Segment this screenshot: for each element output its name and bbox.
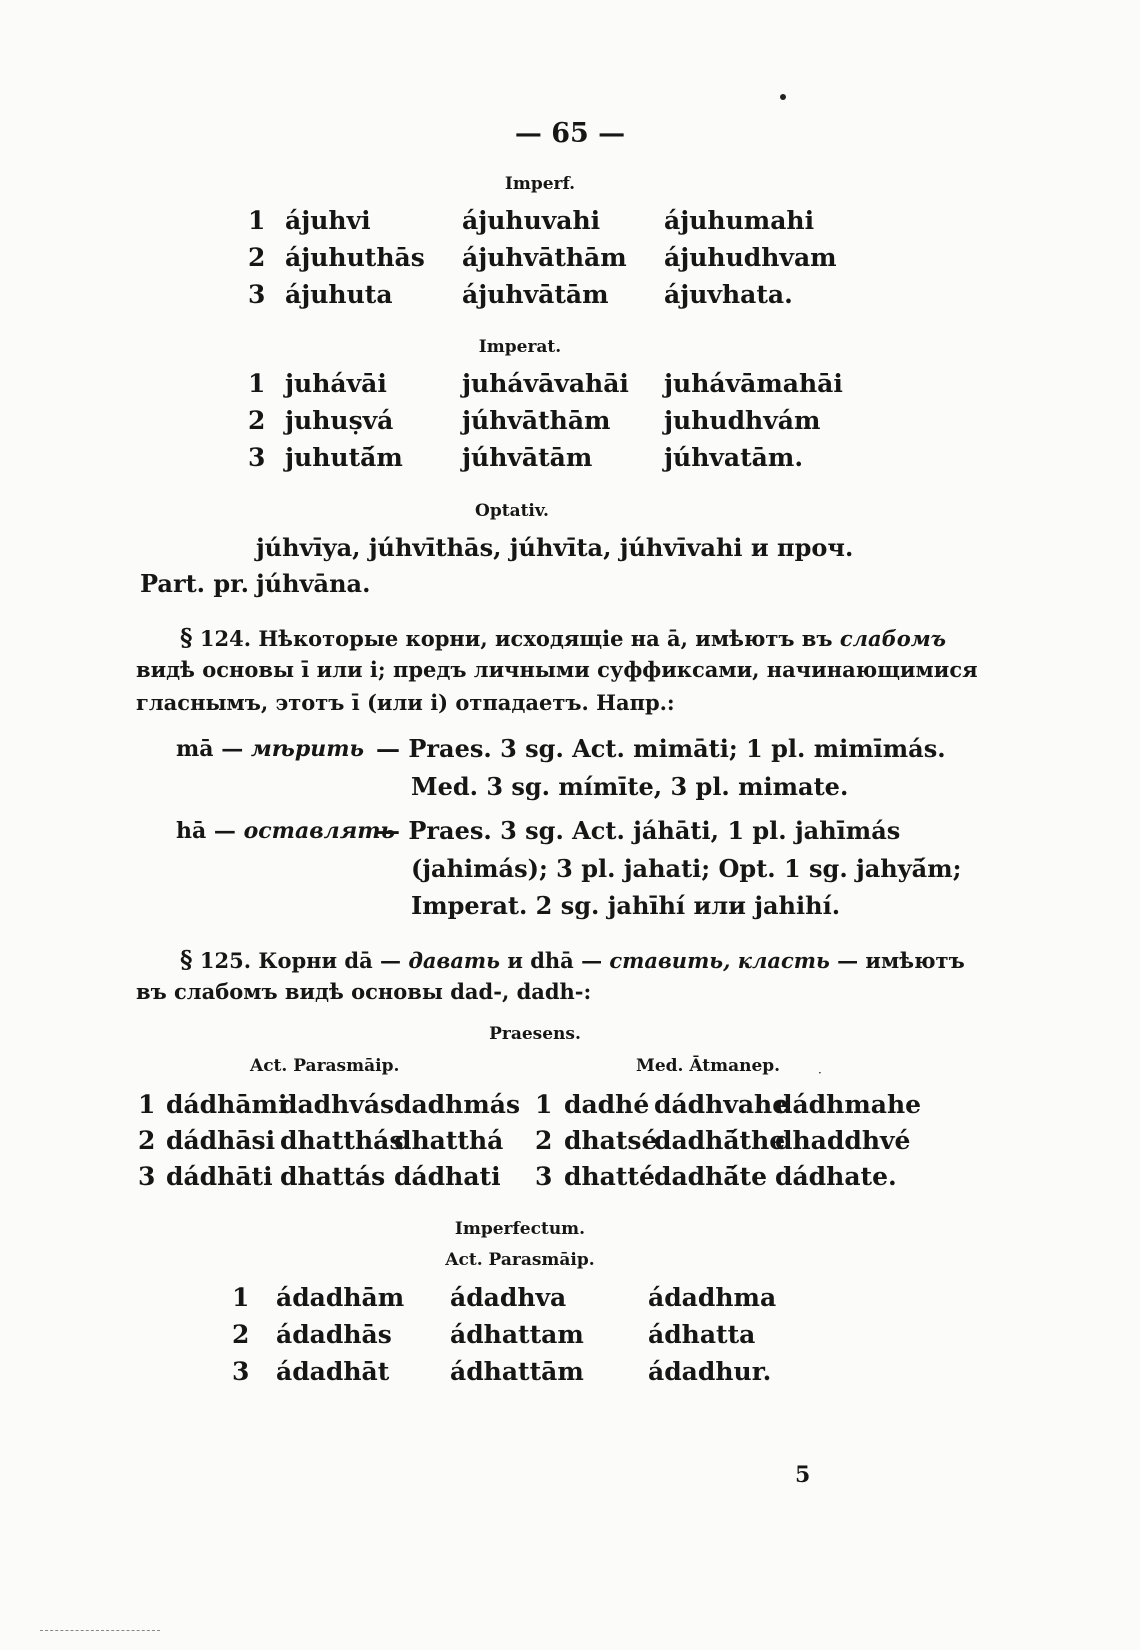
middle-pl: dhaddhvé (775, 1126, 911, 1155)
example-ha-line-1: — Praes. 3 sg. Act. jáhāti, 1 pl. jahīmás (376, 816, 901, 845)
imperf-row-3 (0, 280, 1140, 310)
person-number: 2 (138, 1126, 156, 1155)
imperfectum-row-3 (0, 1357, 1140, 1387)
form-sg: ájuhuthās (285, 243, 425, 272)
form-sg: ájuhvi (285, 206, 371, 235)
form-sg: juhutā́m (285, 443, 403, 472)
imperfectum-row-1 (0, 1283, 1140, 1313)
section-number: 125. (199, 948, 252, 973)
section-124-line-2: видѣ основы ī или i; предъ личными суффиксами, начинающимися (136, 657, 978, 682)
form-pl: ádadhma (648, 1283, 777, 1312)
imperat-row-1 (0, 369, 1140, 399)
middle-pl: dádhate. (775, 1162, 897, 1191)
middle-du: dadhā́the (654, 1126, 786, 1155)
form-sg: ádadhās (276, 1320, 392, 1349)
example-ma-line-1: — Praes. 3 sg. Act. mimāti; 1 pl. mimīmás. (376, 734, 946, 763)
person-number: 3 (535, 1162, 553, 1191)
bottom-scan-mark (40, 1630, 160, 1632)
active-du: dhattás (280, 1162, 386, 1191)
person-number: 3 (232, 1357, 250, 1386)
praesens-row-1 (0, 1090, 1140, 1120)
middle-du: dádhvahe (654, 1090, 789, 1119)
active-pl: dhatthá (394, 1126, 504, 1155)
praesens-row-2 (0, 1126, 1140, 1156)
middle-sg: dhatté (564, 1162, 655, 1191)
form-du: juhávāvahāi (462, 369, 629, 398)
form-du: ádadhva (450, 1283, 567, 1312)
person-number: 1 (138, 1090, 156, 1119)
middle-du: dadhā́te (654, 1162, 767, 1191)
form-du: ájuhuvahi (462, 206, 601, 235)
form-sg: juhávāi (285, 369, 387, 398)
imperfectum-active-label: Act. Parasmāip. (445, 1250, 595, 1270)
form-pl: ádhatta (648, 1320, 756, 1349)
praesens-row-3 (0, 1162, 1140, 1192)
form-du: ájuhvātām (462, 280, 609, 309)
active-pl: dadhmás (394, 1090, 521, 1119)
section-124-line-1: § 124. Нѣкоторые корни, исходящіе на ā, имѣютъ въ слабомъ (180, 623, 946, 652)
form-pl: juhávāmahāi (664, 369, 843, 398)
imperf-heading: Imperf. (504, 174, 576, 194)
section-125-line-1: § 125. Корни dā — давать и dhā — ставить, класть — имѣютъ (180, 945, 965, 974)
form-sg: ádadhāt (276, 1357, 390, 1386)
active-sg: dádhāsi (166, 1126, 276, 1155)
section-number: 124. (199, 626, 252, 651)
imperat-row-3 (0, 443, 1140, 473)
form-du: ádhattām (450, 1357, 584, 1386)
form-sg: juhuṣvá (285, 406, 394, 435)
person-number: 2 (248, 243, 266, 272)
active-sg: dádhāti (166, 1162, 273, 1191)
person-number: 2 (248, 406, 266, 435)
person-number: 1 (535, 1090, 553, 1119)
form-pl: ájuhumahi (664, 206, 815, 235)
person-number: 2 (232, 1320, 250, 1349)
middle-sg: dhatsé (564, 1126, 658, 1155)
imperat-heading: Imperat. (478, 337, 562, 357)
participle-label: Part. pr. (140, 569, 249, 598)
example-ha-line-3: Imperat. 2 sg. jahīhí или jahihí. (411, 891, 841, 920)
section-124-line-3: гласнымъ, этотъ ī (или i) отпадаетъ. Напр.: (136, 690, 675, 715)
praesens-middle-label: Med. Ātmanep. (636, 1056, 781, 1076)
imperfectum-row-2 (0, 1320, 1140, 1350)
active-sg: dádhāmi (166, 1090, 288, 1119)
middle-pl: dádhmahe (775, 1090, 922, 1119)
active-du: dadhvás (280, 1090, 395, 1119)
page-number: — 65 — (514, 118, 626, 149)
stray-dot: · (818, 1066, 822, 1080)
optativ-heading: Optativ. (475, 501, 549, 521)
person-number: 3 (138, 1162, 156, 1191)
form-pl: júhvatām. (664, 443, 804, 472)
example-ha-line-2: (jahimás); 3 pl. jahati; Opt. 1 sg. jahyā́m; (411, 854, 962, 883)
form-pl: ádadhur. (648, 1357, 772, 1386)
section-sign: § (180, 945, 193, 974)
participle-value: júhvāna. (256, 569, 371, 598)
person-number: 3 (248, 280, 266, 309)
active-pl: dádhati (394, 1162, 501, 1191)
person-number: 3 (248, 443, 266, 472)
example-ma-line-2: Med. 3 sg. mímīte, 3 pl. mimate. (411, 772, 849, 801)
section-125-line-2: въ слабомъ видѣ основы dad-, dadh-: (136, 979, 592, 1004)
example-ma-root: mā — мѣрить (176, 736, 365, 762)
active-du: dhatthás (280, 1126, 404, 1155)
form-pl: ájuvhata. (664, 280, 793, 309)
imperat-row-2 (0, 406, 1140, 436)
example-ha-root: hā — оставлять (176, 818, 396, 844)
form-sg: ájuhuta (285, 280, 393, 309)
praesens-heading: Praesens. (489, 1024, 581, 1044)
form-pl: ájuhudhvam (664, 243, 837, 272)
person-number: 1 (248, 206, 266, 235)
person-number: 2 (535, 1126, 553, 1155)
ink-dot (780, 94, 786, 100)
form-pl: juhudhvám (664, 406, 821, 435)
person-number: 1 (248, 369, 266, 398)
imperf-row-2 (0, 243, 1140, 273)
section-sign: § (180, 623, 193, 652)
signature-mark: 5 (795, 1462, 811, 1488)
middle-sg: dadhé (564, 1090, 650, 1119)
optativ-line: júhvīya, júhvīthās, júhvīta, júhvīvahi и проч. (256, 533, 854, 562)
form-du: ájuhvāthām (462, 243, 627, 272)
imperf-row-1 (0, 206, 1140, 236)
form-sg: ádadhām (276, 1283, 405, 1312)
praesens-active-label: Act. Parasmāip. (250, 1056, 400, 1076)
form-du: júhvātām (462, 443, 593, 472)
imperfectum-heading: Imperfectum. (454, 1219, 586, 1239)
form-du: júhvāthām (462, 406, 611, 435)
form-du: ádhattam (450, 1320, 584, 1349)
person-number: 1 (232, 1283, 250, 1312)
